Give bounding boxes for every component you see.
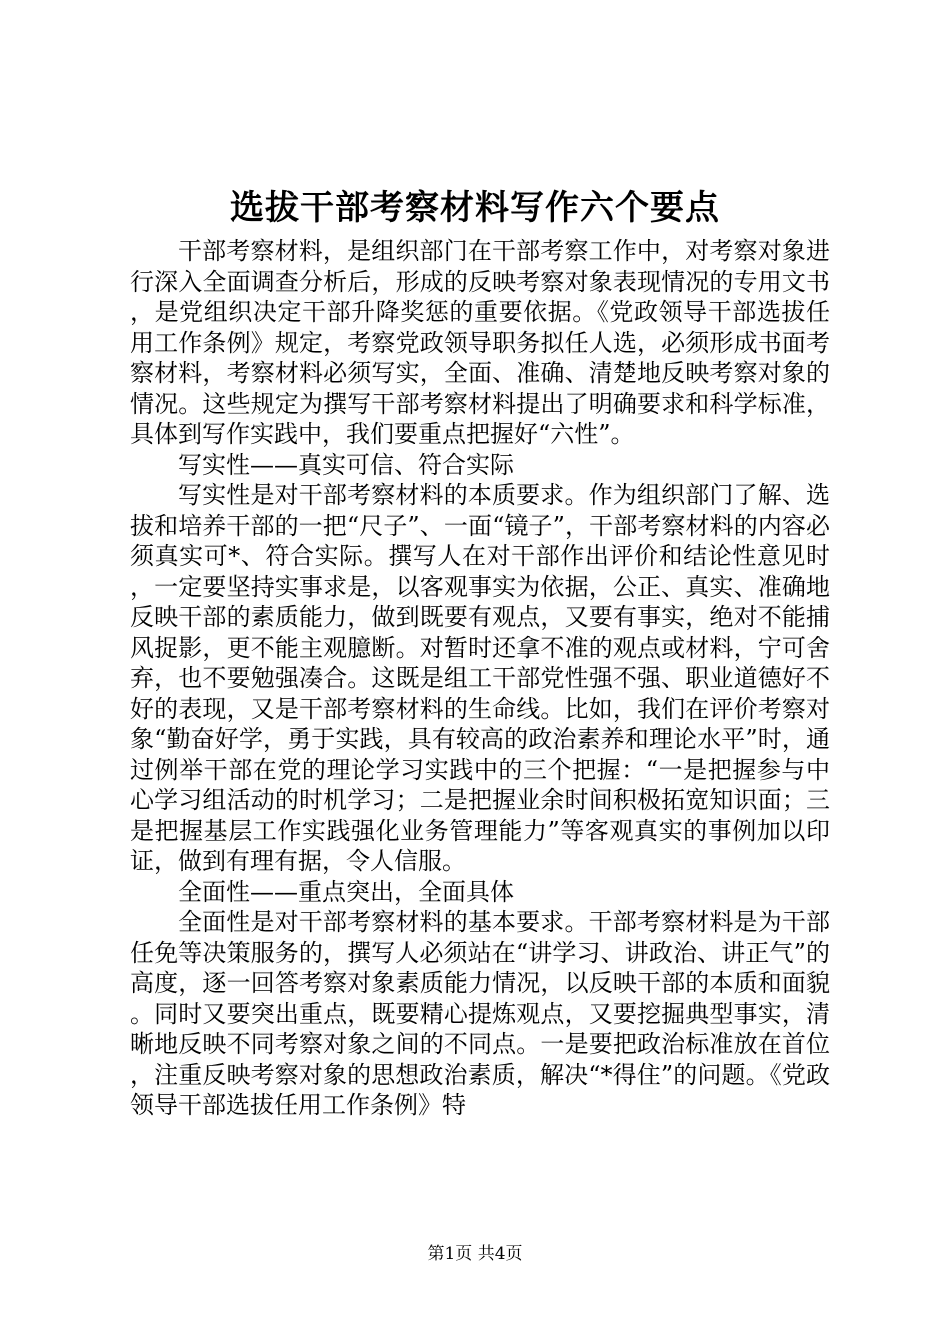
- page-number-footer: 第1页 共4页: [427, 1244, 523, 1264]
- paragraph-intro: 干部考察材料，是组织部门在干部考察工作中，对考察对象进行深入全面调查分析后，形成的反映考察对象表现情况的专用文书，是党组织决定干部升降奖惩的重要依据。《党政领导干部选拔任用工作条例》规定，考察党政领导职务拟任人选，必须形成书面考察材料，考察材料必须写实，全面、准确、清楚地反映考察对象的情况。这些规定为撰写干部考察材料提出了明确要求和科学标准，具体到写作实践中，我们要重点把握好“六性”。: [130, 237, 830, 448]
- section-heading-comprehensiveness: 全面性——重点突出，全面具体: [178, 877, 514, 906]
- paragraph-authenticity: 写实性是对干部考察材料的本质要求。作为组织部门了解、选拔和培养干部的一把“尺子”、一面“镜子”，干部考察材料的内容必须真实可*、符合实际。撰写人在对干部作出评价和结论性意见时，一定要坚持实事求是，以客观事实为依据，公正、真实、准确地反映干部的素质能力，做到既要有观点，又要有事实，绝对不能捕风捉影，更不能主观臆断。对暂时还拿不准的观点或材料，宁可舍弃，也不要勉强凑合。这既是组工干部党性强不强、职业道德好不好的表现，又是干部考察材料的生命线。比如，我们在评价考察对象“勤奋好学，勇于实践，具有较高的政治素养和理论水平”时，通过例举干部在党的理论学习实践中的三个把握：“一是把握参与中心学习组活动的时机学习；二是把握业余时间积极拓宽知识面；三是把握基层工作实践强化业务管理能力”等客观真实的事例加以印证，做到有理有据，令人信服。: [130, 481, 830, 875]
- document-title: 选拔干部考察材料写作六个要点: [230, 188, 720, 228]
- section-heading-authenticity: 写实性——真实可信、符合实际: [178, 450, 514, 479]
- paragraph-comprehensiveness: 全面性是对干部考察材料的基本要求。干部考察材料是为干部任免等决策服务的，撰写人必须站在“讲学习、讲政治、讲正气”的高度，逐一回答考察对象素质能力情况，以反映干部的本质和面貌。同时又要突出重点，既要精心提炼观点，又要挖掘典型事实，清晰地反映不同考察对象之间的不同点。一是要把政治标准放在首位，注重反映考察对象的思想政治素质，解决“*得住”的问题。《党政领导干部选拔任用工作条例》特: [130, 908, 830, 1119]
- document-body: [130, 236, 830, 1121]
